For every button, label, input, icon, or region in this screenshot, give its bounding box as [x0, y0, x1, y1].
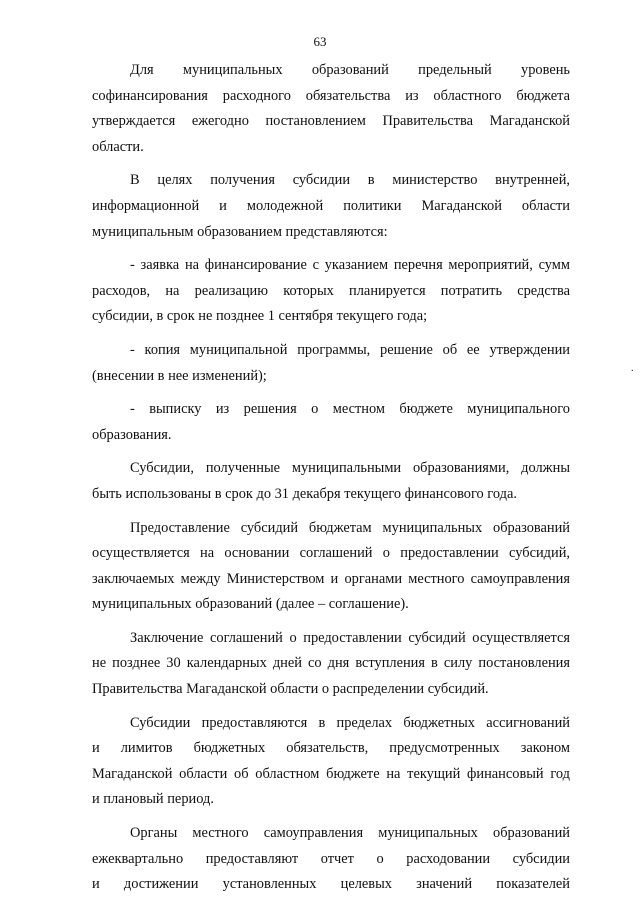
text-line: быть использованы в срок до 31 декабря текущего финансового года. — [92, 485, 517, 502]
text-line: (внесении в нее изменений); — [92, 367, 267, 384]
document-body — [92, 58, 570, 898]
text-line: и достижении установленных целевых значений показателей — [92, 876, 570, 893]
text-line: осуществляется на основании соглашений о предоставлении субсидий, — [92, 545, 570, 562]
text-line: - заявка на финансирование с указанием перечня мероприятий, сумм — [130, 257, 570, 274]
text-line: Субсидии предоставляются в пределах бюджетных ассигнований — [130, 714, 570, 731]
text-line: софинансирования расходного обязательства из областного бюджета — [92, 87, 570, 104]
text-line: не позднее 30 календарных дней со дня вступления в силу постановления — [92, 655, 570, 672]
text-line: муниципальным образованием представляются: — [92, 223, 388, 240]
text-line: утверждается ежегодно постановлением Правительства Магаданской — [92, 113, 570, 130]
text-line: и плановый период. — [92, 791, 214, 808]
text-line: муниципальных образований (далее – соглашение). — [92, 596, 409, 613]
text-line: заключаемых между Министерством и органами местного самоуправления — [92, 570, 570, 587]
paragraph — [92, 711, 570, 813]
text-line: Органы местного самоуправления муниципальных образований — [130, 825, 570, 842]
text-line: - выписку из решения о местном бюджете муниципального — [130, 401, 570, 418]
list-item — [92, 338, 570, 389]
text-line: Правительства Магаданской области о распределении субсидий. — [92, 681, 489, 698]
paragraph — [92, 626, 570, 703]
text-line: Предоставление субсидий бюджетам муниципальных образований — [130, 519, 570, 536]
text-line: Магаданской области об областном бюджете на текущий финансовый год — [92, 765, 570, 782]
page-number: 63 — [313, 34, 327, 49]
text-line: расходов, на реализацию которых планируется потратить средства — [92, 282, 570, 299]
text-line: В целях получения субсидии в министерство внутренней, — [130, 172, 570, 189]
margin-mark: . — [631, 363, 634, 374]
paragraph — [92, 168, 570, 245]
text-line: субсидии, в срок не позднее 1 сентября текущего года; — [92, 308, 428, 325]
text-line: Заключение соглашений о предоставлении субсидий осуществляется — [130, 629, 570, 646]
list-item — [92, 397, 570, 448]
text-line: ежеквартально предоставляют отчет о расходовании субсидии — [92, 850, 570, 867]
list-item — [92, 253, 570, 330]
text-line: Субсидии, полученные муниципальными образованиями, должны — [130, 460, 570, 477]
text-line: и лимитов бюджетных обязательств, предусмотренных законом — [92, 740, 570, 757]
paragraph — [92, 456, 570, 507]
text-line: области. — [92, 138, 144, 155]
text-line: Для муниципальных образований предельный уровень — [130, 62, 570, 78]
paragraph — [92, 516, 570, 618]
paragraph — [92, 58, 570, 160]
text-line: информационной и молодежной политики Магаданской области — [92, 197, 570, 214]
text-line: - копия муниципальной программы, решение об ее утверждении — [130, 341, 570, 358]
text-line: образования. — [92, 426, 172, 443]
paragraph — [92, 821, 570, 898]
